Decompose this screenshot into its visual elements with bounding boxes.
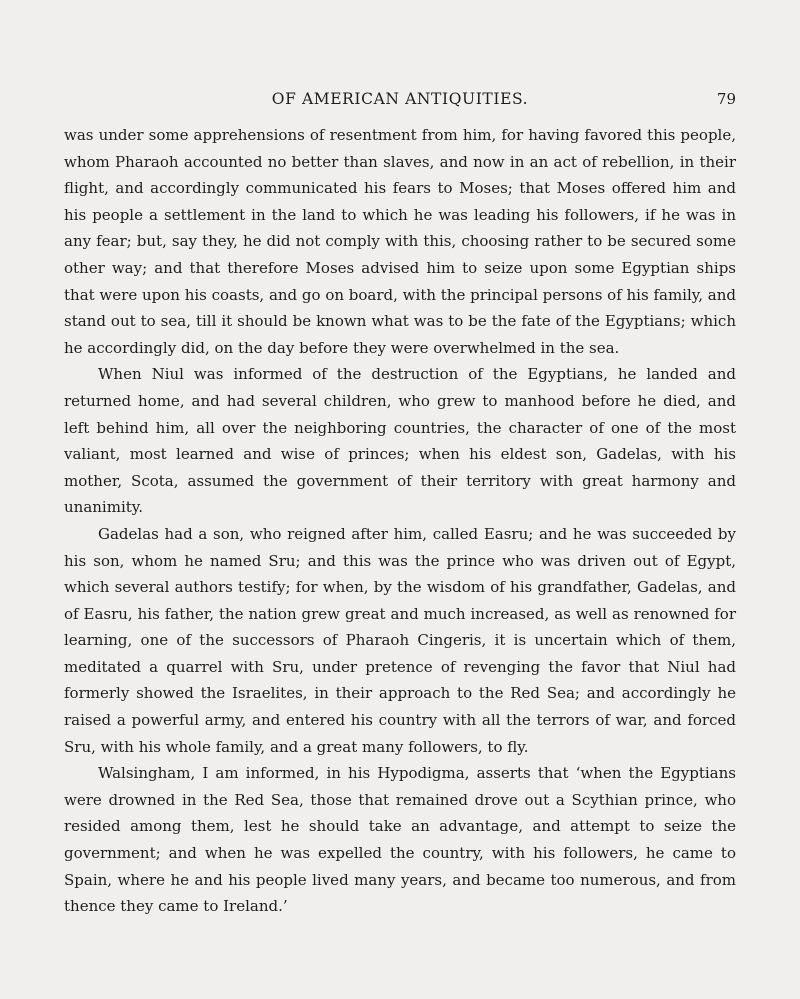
paragraph-gadelas: Gadelas had a son, who reigned after him, called Easru; and he was succeeded by his son, whom he named Sru; and this was the prince who was driven out of Egypt, which several authors testify; for when, by the wisdom of his grandfather, Gadelas, and of Easru, his father, the nation grew great and much increased, as well as renowned for learning, one of the successors of Pharaoh Cingeris, it is uncertain which of them, meditated a quarrel with Sru, under pretence of revenging the favor that Niul had formerly showed the Israelites, in their approach to the Red Sea; and accordingly he raised a powerful army, and entered his country with all the terrors of war, and forced Sru, with his whole family, and a great many followers, to fly. — [64, 524, 736, 756]
body-text — [64, 122, 736, 920]
paragraph-continued: was under some apprehensions of resentment from him, for having favored this people, whom Pharaoh accounted no better than slaves, and now in an act of rebellion, in their flight, and accordingly communicated his fears to Moses; that Moses offered him and his people a settlement in the land to which he was leading his followers, if he was in any fear; but, say they, he did not comply with this, choosing rather to be secured some other way; and that therefore Moses advised him to seize upon some Egyptian ships that were upon his coasts, and go on board, with the principal persons of his family, and stand out to sea, till it should be known what was to be the fate of the Egyptians; which he accordingly did, on the day before they were overwhelmed in the sea. — [64, 126, 736, 357]
running-head: OF AMERICAN ANTIQUITIES. — [271, 90, 529, 108]
page-number: 79 — [716, 90, 736, 108]
paragraph-niul: When Niul was informed of the destruction of the Egyptians, he landed and returned home, and had several children, who grew to manhood before he died, and left behind him, all over the neighboring countries, the character of one of the most valiant, most learned and wise of princes; when his eldest son, Gadelas, with his mother, Scota, assumed the government of their territory with great harmony and unanimity. — [64, 365, 736, 517]
page-header — [64, 90, 736, 114]
paragraph-walsingham: Walsingham, I am informed, in his Hypodigma, asserts that ‘when the Egyptians were drowned in the Red Sea, those that remained drove out a Scythian prince, who resided among them, lest he should take an advantage, and attempt to seize the government; and when he was expelled the country, with his followers, he came to Spain, where he and his people lived many years, and became too numerous, and from thence they came to Ireland.’ — [64, 764, 736, 916]
